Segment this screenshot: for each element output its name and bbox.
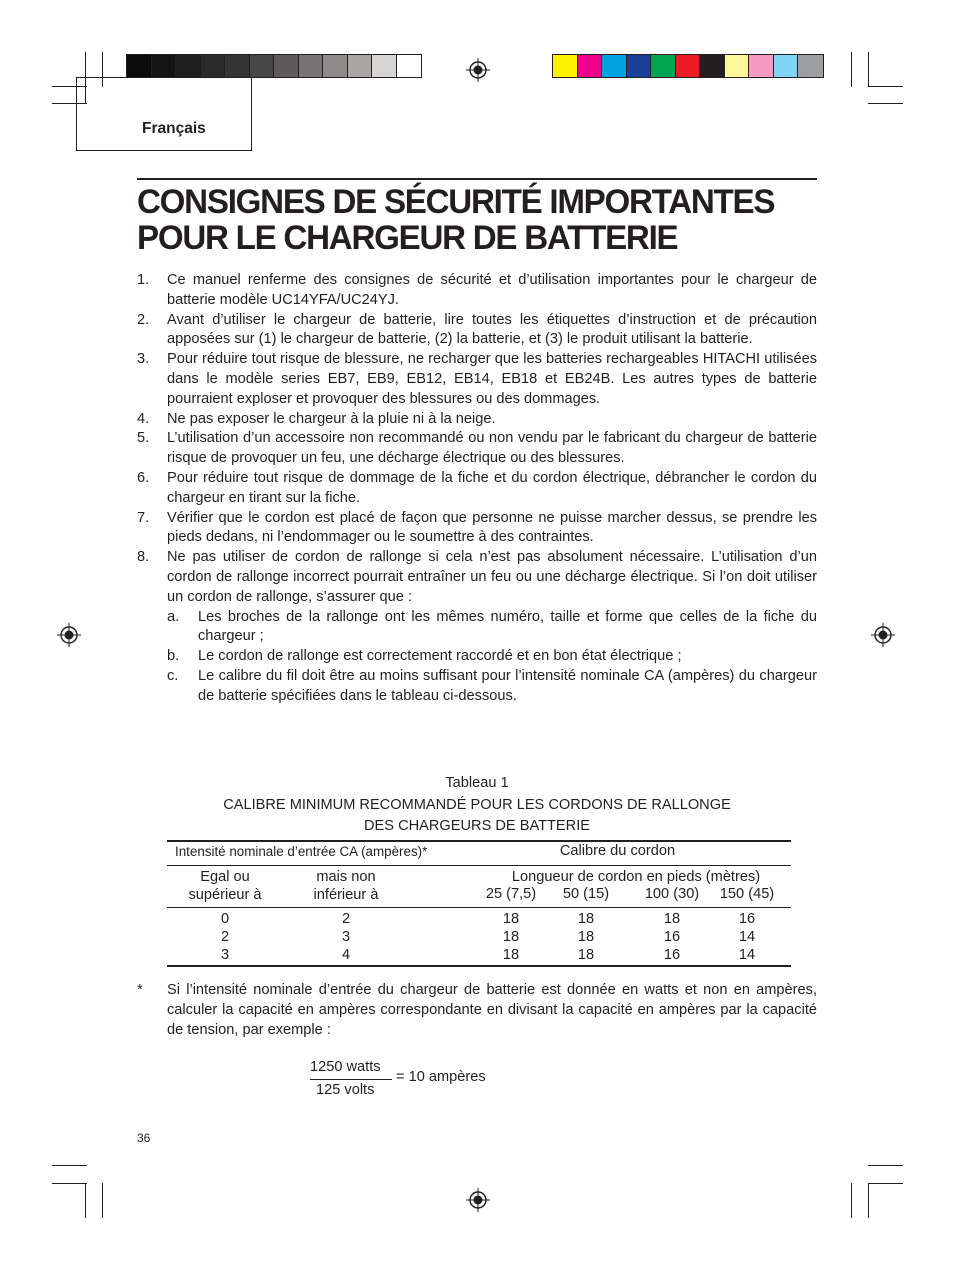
registration-mark-icon <box>466 1188 490 1212</box>
color-swatch <box>725 55 750 77</box>
color-swatch <box>250 55 275 77</box>
column-header-equal: Egal ou supérieur à <box>188 869 262 903</box>
color-swatch <box>201 55 226 77</box>
list-item: 3. Pour réduire tout risque de blessure, ne recharger que les batteries rechargeables HITACHI utilisées dans le modèle series EB7, EB9, EB12, EB14, EB18 et EB24B. Les autres types de batterie pourraient exploser et provoquer des blessures ou des dommages. <box>137 351 817 407</box>
list-item: 2. Avant d’utiliser le chargeur de batterie, lire toutes les étiquettes d’instruction et de précaution apposées sur (1) le chargeur de batterie, (2) la batterie, et (3) le produit utilisant la batterie. <box>137 311 817 348</box>
color-swatch <box>774 55 799 77</box>
page-number: 36 <box>137 1131 151 1145</box>
color-swatch <box>651 55 676 77</box>
formula-numerator: 1250 watts <box>310 1059 381 1075</box>
page-title <box>137 184 790 256</box>
table-rule-body <box>167 907 791 908</box>
color-swatch <box>578 55 603 77</box>
list-item: 1. Ce manuel renferme des consignes de sécurité et d’utilisation importantes pour le chargeur de batterie modèle UC14YFA/UC24YJ. <box>137 272 817 308</box>
column-header-less: mais non inférieur à <box>313 869 379 903</box>
language-tab <box>76 77 252 151</box>
table-rule-bottom <box>167 965 791 967</box>
sub-list-item: c. Le calibre du fil doit être au moins suffisant pour l’intensité nominale CA (ampères) du chargeur de batterie spécifiées dans le tableau ci-dessous. <box>167 667 817 704</box>
color-swatch <box>176 55 201 77</box>
color-swatch <box>299 55 324 77</box>
column-header-100ft: 100 (30) <box>644 886 700 902</box>
footnote-marker: * <box>137 982 143 998</box>
column-header-150ft: 150 (45) <box>719 886 775 902</box>
registration-mark-icon <box>466 58 490 82</box>
color-swatch <box>348 55 373 77</box>
table-heading-line-1: CALIBRE MINIMUM RECOMMANDÉ POUR LES CORDONS DE RALLONGE <box>223 797 731 813</box>
process-color-bar <box>552 54 824 78</box>
column-header-25ft: 25 (7,5) <box>485 886 537 902</box>
color-swatch <box>152 55 177 77</box>
footnote <box>137 981 817 1040</box>
color-swatch <box>602 55 627 77</box>
color-swatch <box>553 55 578 77</box>
column-group-gauge: Calibre du cordon <box>559 843 676 859</box>
sub-list-item: a. Les broches de la rallonge ont les mêmes numéro, taille et forme que celles de la fiche du chargeur ; <box>167 608 817 645</box>
list-item: 5. L’utilisation d’un accessoire non recommandé ou non vendu par le fabricant du chargeur de batterie risque de provoquer un feu, une décharge électrique ou des blessures. <box>137 430 817 467</box>
color-swatch <box>627 55 652 77</box>
formula-denominator: 125 volts <box>316 1082 375 1098</box>
list-item: 4. Ne pas exposer le chargeur à la pluie ni à la neige. <box>137 410 496 427</box>
grayscale-color-bar <box>126 54 422 78</box>
page-title-line-1: CONSIGNES DE SÉCURITÉ IMPORTANTES <box>137 183 775 221</box>
color-swatch <box>372 55 397 77</box>
list-item: 8. Ne pas utiliser de cordon de rallonge si cela n’est pas absolument nécessaire. L’utilisation d’un cordon de rallonge incorrect pourrait entraîner un feu ou une décharge électrique. Si l’on doit utiliser un cordon de rallonge, s’assurer que : a. Les broches de la rallonge ont les mêmes numéro, taille et forme que celles de la fiche du chargeur ; b. Le cordon de rallonge est correctement raccordé et en bon état électrique ; c. Le calibre du fil doit être au moins suffisant pour l’intensité nominale CA (ampères) du chargeur de batterie spécifiées dans le tableau ci-dessous. <box>137 548 817 706</box>
color-swatch <box>323 55 348 77</box>
color-swatch <box>274 55 299 77</box>
table-caption: Tableau 1 <box>445 775 509 791</box>
column-header-length: Longueur de cordon en pieds (mètres) <box>511 869 761 885</box>
color-swatch <box>749 55 774 77</box>
table-heading-line-2: DES CHARGEURS DE BATTERIE <box>364 818 590 834</box>
sub-list-item: b. Le cordon de rallonge est correctement raccordé et en bon état électrique ; <box>167 648 682 665</box>
registration-mark-icon <box>57 623 81 647</box>
page-title-line-2: POUR LE CHARGEUR DE BATTERIE <box>137 219 678 257</box>
color-swatch <box>700 55 725 77</box>
column-group-current: Intensité nominale d’entrée CA (ampères)* <box>175 844 428 859</box>
list-item: 7. Vérifier que le cordon est placé de façon que personne ne puisse marcher dessus, se prendre les pieds dedans, ni l’endommager ou le soumettre à des contraintes. <box>137 509 817 546</box>
color-swatch <box>676 55 701 77</box>
color-swatch <box>225 55 250 77</box>
color-swatch <box>798 55 823 77</box>
list-item: 6. Pour réduire tout risque de dommage de la fiche et du cordon électrique, débrancher le cordon du chargeur en tirant sur la fiche. <box>137 469 817 506</box>
registration-mark-icon <box>871 623 895 647</box>
color-swatch <box>127 55 152 77</box>
formula-result: = 10 ampères <box>396 1069 486 1085</box>
formula-fraction-bar <box>310 1079 392 1080</box>
footnote-text: Si l’intensité nominale d’entrée du chargeur de batterie est donnée en watts et non en ampères, calculer la capacité en ampères correspondante en divisant la capacité en ampères par la capacité de tension, par exemple : <box>167 982 817 1038</box>
table-rule-header <box>167 865 791 866</box>
safety-instructions-list <box>137 271 817 707</box>
color-swatch <box>397 55 422 77</box>
language-label: Français <box>142 120 206 137</box>
title-rule-top <box>137 178 817 180</box>
column-header-50ft: 50 (15) <box>562 886 610 902</box>
